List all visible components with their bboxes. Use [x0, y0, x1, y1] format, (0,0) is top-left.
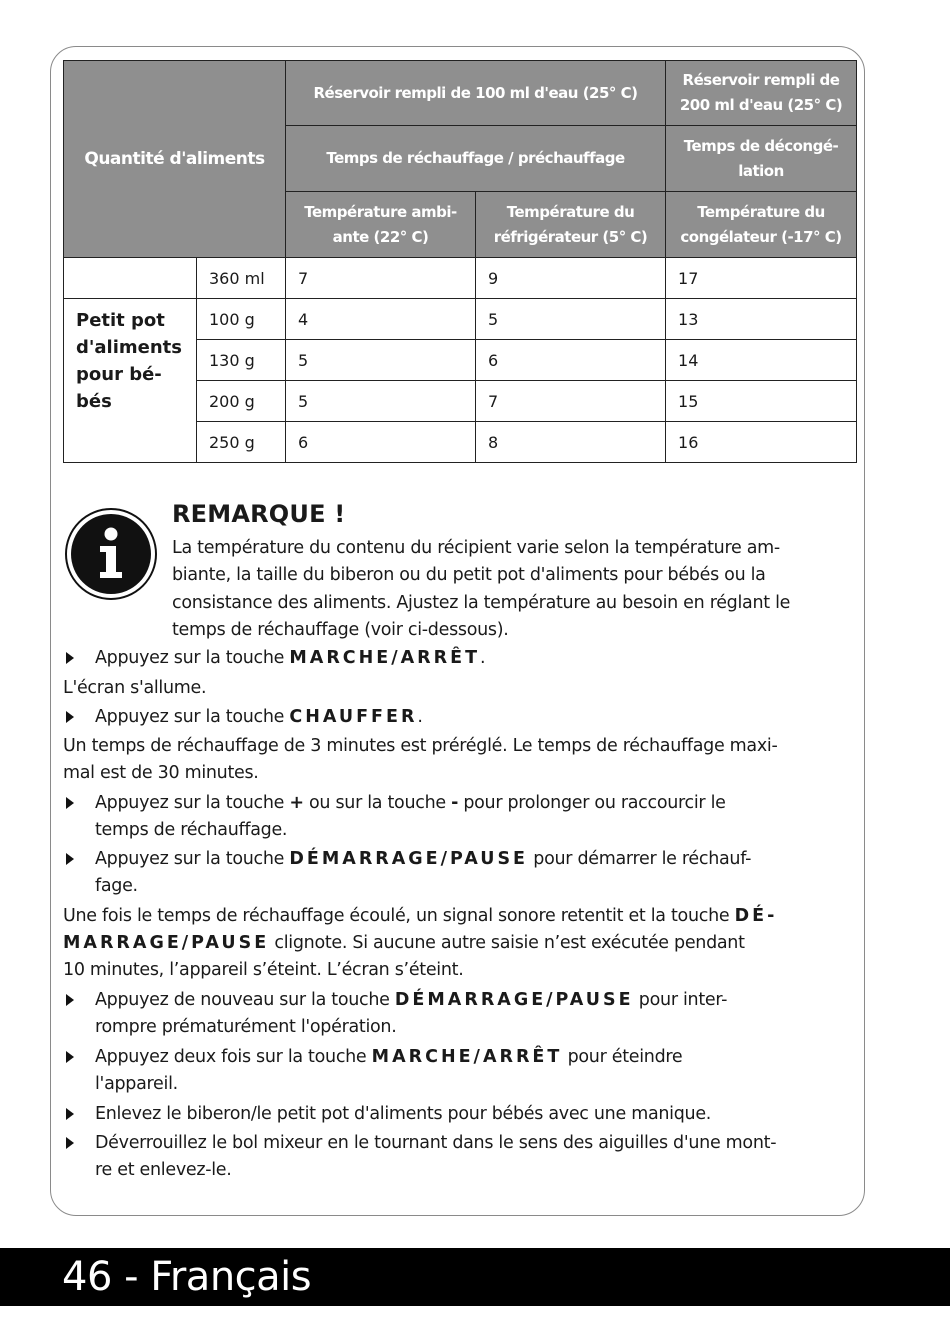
bullet-arrow-icon — [66, 994, 74, 1006]
step-text: pour inter- — [633, 990, 728, 1010]
freezer-cell: 16 — [666, 422, 857, 463]
step-text: l'appareil. — [95, 1074, 178, 1094]
bullet-arrow-icon — [66, 853, 74, 865]
ambient-cell: 5 — [286, 340, 476, 381]
note-line: consistance des aliments. Ajustez la température au besoin en réglant le — [172, 592, 791, 613]
fridge-cell: 6 — [476, 340, 666, 381]
step-text: Appuyez deux fois sur la touche — [95, 1047, 372, 1067]
qty-cell: 200 g — [197, 381, 286, 422]
paragraph: Un temps de réchauffage de 3 minutes est préréglé. Le temps de réchauffage maxi- — [63, 736, 778, 756]
bullet-arrow-icon — [66, 711, 74, 723]
note-line: temps de réchauffage (voir ci-dessous). — [172, 619, 509, 640]
step-text: fage. — [95, 876, 138, 896]
freezer-cell: 17 — [666, 258, 857, 299]
key-demarrage-pause: DÉ- — [734, 906, 778, 926]
paragraph: mal est de 30 minutes. — [63, 763, 259, 783]
header-freezer-temp: Température du congélateur (-17° C) — [666, 192, 857, 258]
step-chauffer — [95, 704, 423, 731]
key-plus: + — [289, 793, 304, 813]
qty-cell: 250 g — [197, 422, 286, 463]
ambient-cell: 6 — [286, 422, 476, 463]
key-marche-arret: MARCHE/ARRÊT — [289, 648, 481, 668]
header-thaw-time: Temps de décongé-lation — [666, 126, 857, 192]
step-text: ou sur la touche — [303, 793, 452, 813]
step-remove-bottle: Enlevez le biberon/le petit pot d'aliments pour bébés avec une manique. — [95, 1104, 712, 1124]
bullet-arrow-icon — [66, 652, 74, 664]
key-demarrage-pause: DÉMARRAGE/PAUSE — [289, 849, 529, 869]
bullet-arrow-icon — [66, 1051, 74, 1063]
step-text: Appuyez sur la touche — [95, 648, 290, 668]
key-minus: - — [451, 793, 459, 813]
paragraph-text: clignote. Si aucune autre saisie n’est exécutée pendant — [269, 933, 745, 953]
step-text: pour démarrer le réchauf- — [528, 849, 752, 869]
step-plus-minus — [95, 790, 726, 817]
bullet-arrow-icon — [66, 1108, 74, 1120]
note-title: REMARQUE ! — [172, 500, 346, 528]
freezer-cell: 13 — [666, 299, 857, 340]
header-fridge-temp: Température du réfrigérateur (5° C) — [476, 192, 666, 258]
header-reservoir-200: Réservoir rempli de 200 ml d'eau (25° C) — [666, 61, 857, 126]
fridge-cell: 8 — [476, 422, 666, 463]
note-line: biante, la taille du biberon ou du petit pot d'aliments pour bébés ou la — [172, 565, 766, 586]
step-marche-arret — [95, 645, 485, 672]
note-line: La température du contenu du récipient varie selon la température am- — [172, 538, 780, 558]
qty-cell: 360 ml — [197, 258, 286, 299]
key-chauffer: CHAUFFER — [289, 707, 418, 727]
note-body — [172, 535, 852, 644]
freezer-cell: 15 — [666, 381, 857, 422]
food-label: Petit pot d'aliments pour bé-bés — [64, 299, 197, 463]
step-text: rompre prématurément l'opération. — [95, 1017, 397, 1037]
step-text: temps de réchauffage. — [95, 820, 288, 840]
fridge-cell: 9 — [476, 258, 666, 299]
fridge-cell: 7 — [476, 381, 666, 422]
table-row — [64, 299, 857, 340]
reheat-time-table — [63, 60, 857, 463]
paragraph: 10 minutes, l’appareil s’éteint. L’écran s’éteint. — [63, 960, 464, 980]
ambient-cell: 5 — [286, 381, 476, 422]
key-demarrage-pause: MARRAGE/PAUSE — [63, 933, 270, 953]
step-power-off — [95, 1044, 682, 1071]
table-row — [64, 258, 857, 299]
header-reheat-time: Temps de réchauffage / préchauffage — [286, 126, 666, 192]
step-text: re et enlevez-le. — [95, 1160, 232, 1180]
qty-cell: 100 g — [197, 299, 286, 340]
key-marche-arret: MARCHE/ARRÊT — [371, 1047, 563, 1067]
page-footer — [0, 1248, 950, 1306]
freezer-cell: 14 — [666, 340, 857, 381]
ambient-cell: 4 — [286, 299, 476, 340]
step-text: pour prolonger ou raccourcir le — [458, 793, 726, 813]
step-text: Appuyez sur la touche — [95, 793, 290, 813]
step-text: Appuyez sur la touche — [95, 707, 290, 727]
paragraph — [63, 903, 777, 930]
step-text: Appuyez sur la touche — [95, 849, 290, 869]
step-text: . — [417, 707, 423, 727]
paragraph — [63, 930, 745, 957]
page-number-label: 46 - Français — [62, 1254, 312, 1300]
bullet-arrow-icon — [66, 797, 74, 809]
step-text: Appuyez de nouveau sur la touche — [95, 990, 395, 1010]
info-icon — [65, 508, 157, 600]
bullet-arrow-icon — [66, 1137, 74, 1149]
step-text: pour éteindre — [562, 1047, 683, 1067]
step-text: . — [480, 648, 486, 668]
step-unlock-bowl: Déverrouillez le bol mixeur en le tournant dans le sens des aiguilles d'une mont- — [95, 1133, 777, 1153]
step-interrupt — [95, 987, 727, 1014]
header-quantity: Quantité d'aliments — [64, 61, 286, 258]
empty-cell — [64, 258, 197, 299]
key-demarrage-pause: DÉMARRAGE/PAUSE — [394, 990, 634, 1010]
header-ambient-temp: Température ambi-ante (22° C) — [286, 192, 476, 258]
fridge-cell: 5 — [476, 299, 666, 340]
paragraph-text: Une fois le temps de réchauffage écoulé, un signal sonore retentit et la touche — [63, 906, 735, 926]
step-demarrage — [95, 846, 751, 873]
paragraph: L'écran s'allume. — [63, 678, 207, 698]
ambient-cell: 7 — [286, 258, 476, 299]
qty-cell: 130 g — [197, 340, 286, 381]
header-reservoir-100: Réservoir rempli de 100 ml d'eau (25° C) — [286, 61, 666, 126]
